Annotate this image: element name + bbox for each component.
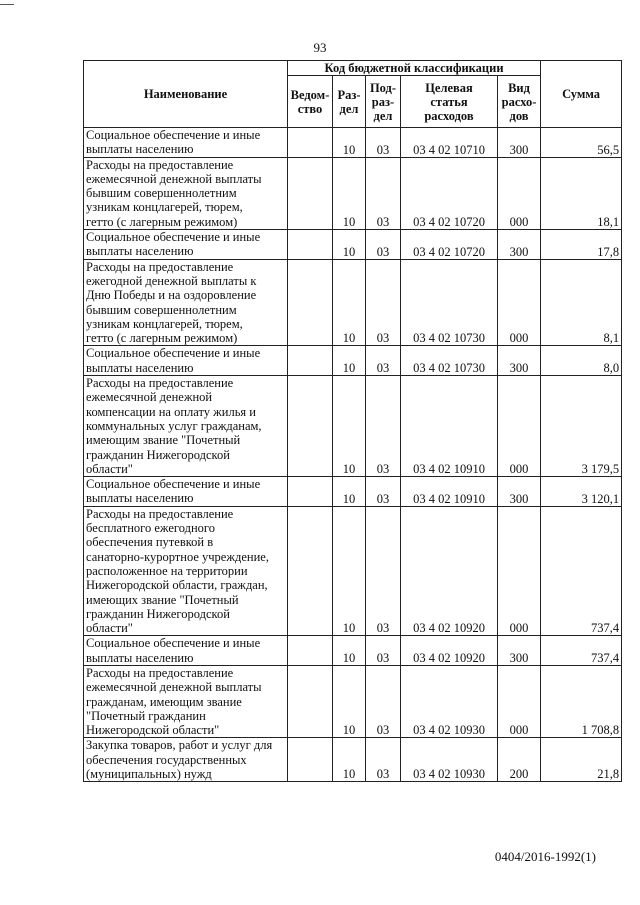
row-name xyxy=(84,738,288,782)
row-name xyxy=(84,665,288,737)
row-name-line: Социальное обеспечение и иные xyxy=(86,128,261,142)
row-name xyxy=(84,259,288,346)
row-department xyxy=(288,157,333,229)
row-section: 10 xyxy=(333,230,366,260)
row-section: 10 xyxy=(333,346,366,376)
header-subsection: Под- раз- дел xyxy=(366,76,401,128)
table-row xyxy=(84,157,622,229)
row-section: 10 xyxy=(333,636,366,666)
row-name-line: выплаты населению xyxy=(86,650,194,665)
row-section: 10 xyxy=(333,506,366,636)
table-body xyxy=(84,128,622,782)
row-name-line: коммунальных услуг гражданам, xyxy=(86,418,262,433)
row-department xyxy=(288,230,333,260)
row-name-line: Расходы на предоставление xyxy=(86,376,234,391)
header-sum: Сумма xyxy=(541,61,622,128)
row-name-line: обеспечения путевкой в xyxy=(86,535,214,550)
row-target-article: 03 4 02 10910 xyxy=(401,477,498,507)
row-expense-type: 000 xyxy=(498,259,541,346)
row-name-line: Закупка товаров, работ и услуг для xyxy=(86,738,273,753)
row-target-article: 03 4 02 10930 xyxy=(401,738,498,782)
row-name-line: выплаты населению xyxy=(86,360,194,375)
row-target-article: 03 4 02 10910 xyxy=(401,376,498,477)
row-subsection: 03 xyxy=(366,665,401,737)
row-name-line: бывшим совершеннолетним xyxy=(86,302,237,317)
row-department xyxy=(288,477,333,507)
row-department xyxy=(288,376,333,477)
row-name-line: ежемесячной денежной выплаты xyxy=(86,171,262,186)
row-name xyxy=(84,477,288,507)
table-row xyxy=(84,506,622,636)
row-expense-type: 300 xyxy=(498,636,541,666)
row-name-line: (муниципальных) нужд xyxy=(86,767,212,782)
row-name-line: выплаты населению xyxy=(86,142,194,157)
row-name-line: гражданин Нижегородской xyxy=(86,447,230,462)
row-name-line: Расходы на предоставление xyxy=(86,665,234,680)
row-department xyxy=(288,259,333,346)
row-target-article: 03 4 02 10730 xyxy=(401,259,498,346)
table-row xyxy=(84,346,622,376)
header-section: Раз- дел xyxy=(333,76,366,128)
row-name-line: Дню Победы и на оздоровление xyxy=(86,288,257,303)
row-name xyxy=(84,128,288,158)
row-name-line: гетто (с лагерным режимом) xyxy=(86,214,238,229)
row-name-line: ежегодной денежной выплаты к xyxy=(86,273,257,288)
table-row xyxy=(84,665,622,737)
row-department xyxy=(288,128,333,158)
row-subsection: 03 xyxy=(366,477,401,507)
row-name-line: бывшим совершеннолетним xyxy=(86,186,237,201)
row-expense-type: 000 xyxy=(498,157,541,229)
row-name-line: гражданам, имеющим звание xyxy=(86,694,242,709)
row-expense-type: 200 xyxy=(498,738,541,782)
row-section: 10 xyxy=(333,738,366,782)
table-row xyxy=(84,636,622,666)
row-name-line: узникам концлагерей, тюрем, xyxy=(86,316,243,331)
row-target-article: 03 4 02 10930 xyxy=(401,665,498,737)
row-subsection: 03 xyxy=(366,506,401,636)
row-department xyxy=(288,506,333,636)
header-name: Наименование xyxy=(84,61,288,128)
row-sum: 3 179,5 xyxy=(541,376,622,477)
row-name-line: Нижегородской области" xyxy=(86,723,220,738)
row-subsection: 03 xyxy=(366,738,401,782)
header-kbk: Код бюджетной классификации xyxy=(288,61,541,76)
row-sum: 737,4 xyxy=(541,636,622,666)
row-sum: 8,1 xyxy=(541,259,622,346)
row-sum: 8,0 xyxy=(541,346,622,376)
row-target-article: 03 4 02 10730 xyxy=(401,346,498,376)
row-name-line: бесплатного ежегодного xyxy=(86,521,215,536)
row-name-line: расположенное на территории xyxy=(86,563,248,578)
table-row xyxy=(84,376,622,477)
row-expense-type: 300 xyxy=(498,346,541,376)
row-subsection: 03 xyxy=(366,259,401,346)
row-target-article: 03 4 02 10710 xyxy=(401,128,498,158)
row-subsection: 03 xyxy=(366,376,401,477)
table-row xyxy=(84,738,622,782)
row-subsection: 03 xyxy=(366,636,401,666)
row-expense-type: 000 xyxy=(498,506,541,636)
table-row xyxy=(84,230,622,260)
row-expense-type: 300 xyxy=(498,230,541,260)
row-expense-type: 300 xyxy=(498,477,541,507)
row-section: 10 xyxy=(333,665,366,737)
row-name-line: Социальное обеспечение и иные xyxy=(86,477,261,492)
header-target-article: Целевая статья расходов xyxy=(401,76,498,128)
table-row xyxy=(84,477,622,507)
row-sum: 56,5 xyxy=(541,128,622,158)
row-sum: 737,4 xyxy=(541,506,622,636)
row-name-line: ежемесячной денежной выплаты xyxy=(86,680,262,695)
row-name-line: гражданин Нижегородской xyxy=(86,606,230,621)
table-row xyxy=(84,128,622,158)
header-row-1 xyxy=(84,61,622,76)
row-section: 10 xyxy=(333,259,366,346)
row-name-line: гетто (с лагерным режимом) xyxy=(86,331,238,346)
row-name xyxy=(84,506,288,636)
row-subsection: 03 xyxy=(366,128,401,158)
page-number: 93 xyxy=(313,40,327,55)
row-name-line: выплаты населению xyxy=(86,244,194,259)
row-section: 10 xyxy=(333,477,366,507)
row-sum: 17,8 xyxy=(541,230,622,260)
row-name-line: имеющим звание "Почетный xyxy=(86,433,241,448)
row-name-line: обеспечения государственных xyxy=(86,752,247,767)
row-name xyxy=(84,346,288,376)
row-subsection: 03 xyxy=(366,157,401,229)
row-name-line: Социальное обеспечение и иные xyxy=(86,636,261,651)
corner-mark xyxy=(0,4,14,5)
row-name-line: узникам концлагерей, тюрем, xyxy=(86,200,243,215)
row-target-article: 03 4 02 10920 xyxy=(401,636,498,666)
row-target-article: 03 4 02 10720 xyxy=(401,230,498,260)
row-sum: 18,1 xyxy=(541,157,622,229)
row-name-line: Расходы на предоставление xyxy=(86,259,234,274)
row-name xyxy=(84,230,288,260)
row-name-line: выплаты населению xyxy=(86,491,194,506)
row-department xyxy=(288,665,333,737)
row-expense-type: 000 xyxy=(498,376,541,477)
row-department xyxy=(288,636,333,666)
row-name-line: Социальное обеспечение и иные xyxy=(86,346,261,361)
row-name-line: Нижегородской области, граждан, xyxy=(86,578,268,593)
row-name-line: компенсации на оплату жилья и xyxy=(86,404,256,419)
row-target-article: 03 4 02 10920 xyxy=(401,506,498,636)
row-name xyxy=(84,157,288,229)
row-section: 10 xyxy=(333,157,366,229)
row-name-line: Социальное обеспечение и иные xyxy=(86,230,261,245)
row-section: 10 xyxy=(333,376,366,477)
row-sum: 21,8 xyxy=(541,738,622,782)
document-code: 0404/2016-1992(1) xyxy=(494,849,596,864)
row-name xyxy=(84,376,288,477)
row-name-line: Расходы на предоставление xyxy=(86,506,234,521)
header-expense-type: Вид расхо- дов xyxy=(498,76,541,128)
row-name xyxy=(84,636,288,666)
row-expense-type: 000 xyxy=(498,665,541,737)
row-name-line: имеющих звание "Почетный xyxy=(86,592,239,607)
row-name-line: санаторно-курортное учреждение, xyxy=(86,549,269,564)
row-name-line: "Почетный гражданин xyxy=(86,708,206,723)
row-subsection: 03 xyxy=(366,230,401,260)
header-department: Ведом- ство xyxy=(288,76,333,128)
row-sum: 3 120,1 xyxy=(541,477,622,507)
row-expense-type: 300 xyxy=(498,128,541,158)
row-name-line: области" xyxy=(86,461,133,476)
row-section: 10 xyxy=(333,128,366,158)
row-department xyxy=(288,738,333,782)
budget-table xyxy=(83,60,622,782)
row-name-line: ежемесячной денежной xyxy=(86,390,213,405)
row-subsection: 03 xyxy=(366,346,401,376)
row-department xyxy=(288,346,333,376)
row-sum: 1 708,8 xyxy=(541,665,622,737)
row-name-line: Расходы на предоставление xyxy=(86,157,234,172)
table-row xyxy=(84,259,622,346)
row-target-article: 03 4 02 10720 xyxy=(401,157,498,229)
row-name-line: области" xyxy=(86,621,133,636)
